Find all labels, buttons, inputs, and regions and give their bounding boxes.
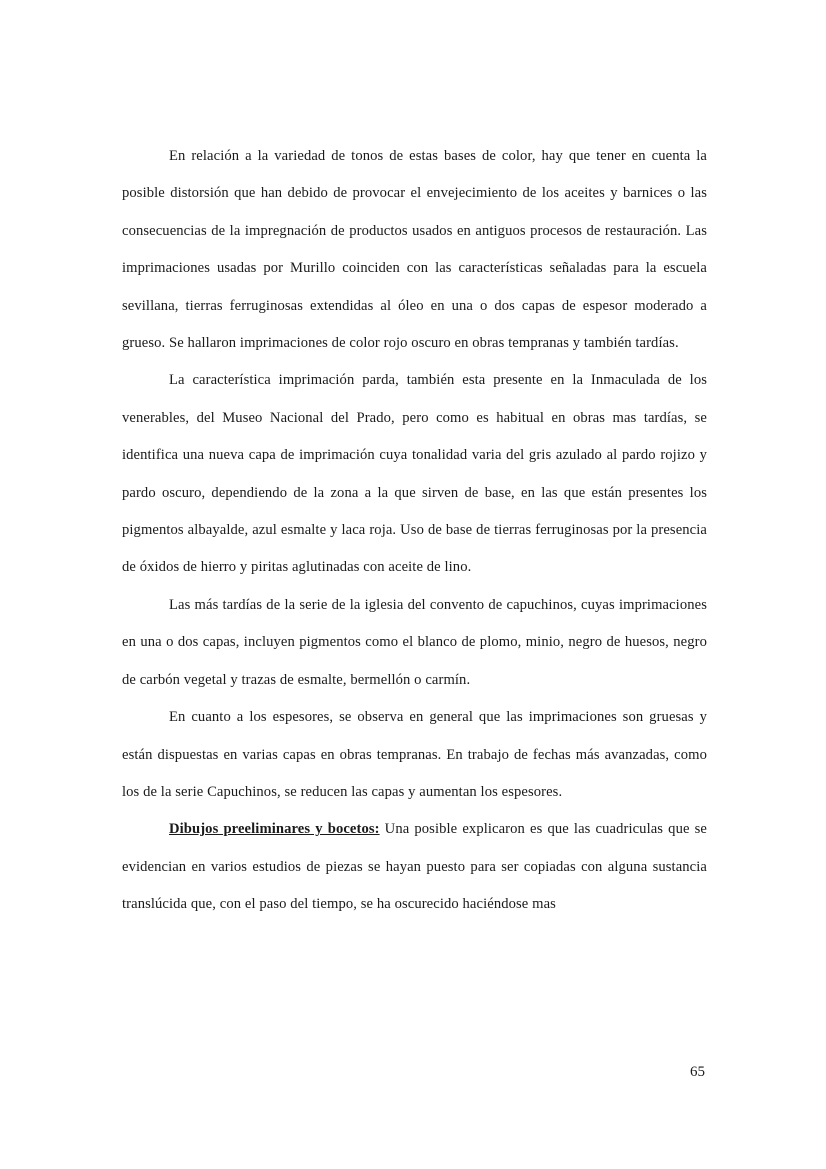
page-body bbox=[122, 138, 707, 924]
paragraph-1: En relación a la variedad de tonos de estas bases de color, hay que tener en cuenta la posible distorsión que han debido de provocar el envejecimiento de los aceites y barnices o las consecuencias de la impregnación de productos usados en antiguos procesos de restauración. Las imprimaciones usadas por Murillo coinciden con las características señaladas para la escuela sevillana, tierras ferruginosas extendidas al óleo en una o dos capas de espesor moderado a grueso. Se hallaron imprimaciones de color rojo oscuro en obras tempranas y también tardías. bbox=[122, 148, 707, 352]
paragraph-4: En cuanto a los espesores, se observa en general que las imprimaciones son gruesas y están dispuestas en varias capas en obras tempranas. En trabajo de fechas más avanzadas, como los de la serie Capuchinos, se reducen las capas y aumentan los espesores. bbox=[122, 709, 707, 800]
paragraph-3: Las más tardías de la serie de la iglesia del convento de capuchinos, cuyas imprimaciones en una o dos capas, incluyen pigmentos como el blanco de plomo, minio, negro de huesos, negro de carbón vegetal y trazas de esmalte, bermellón o carmín. bbox=[122, 596, 707, 688]
paragraph-2: La característica imprimación parda, también esta presente en la Inmaculada de los venerables, del Museo Nacional del Prado, pero como es habitual en obras mas tardías, se identifica una nueva capa de imprimación cuya tonalidad varia del gris azulado al pardo rojizo y pardo oscuro, dependiendo de la zona a la que sirven de base, en las que están presentes los pigmentos albayalde, azul esmalte y laca roja. Uso de base de tierras ferruginosas por la presencia de óxidos de hierro y piritas aglutinadas con aceite de lino. bbox=[122, 372, 707, 576]
paragraph-5 bbox=[122, 811, 707, 923]
page-number: 65 bbox=[690, 1064, 705, 1080]
paragraph-5-text: Una posible explicaron es que las cuadriculas que se evidencian en varios estudios de piezas se hayan puesto para ser copiadas con alguna sustancia translúcida que, con el paso del tiempo, se ha oscurecido haciéndose mas bbox=[122, 821, 707, 913]
section-heading: Dibujos preeliminares y bocetos: bbox=[169, 821, 380, 838]
